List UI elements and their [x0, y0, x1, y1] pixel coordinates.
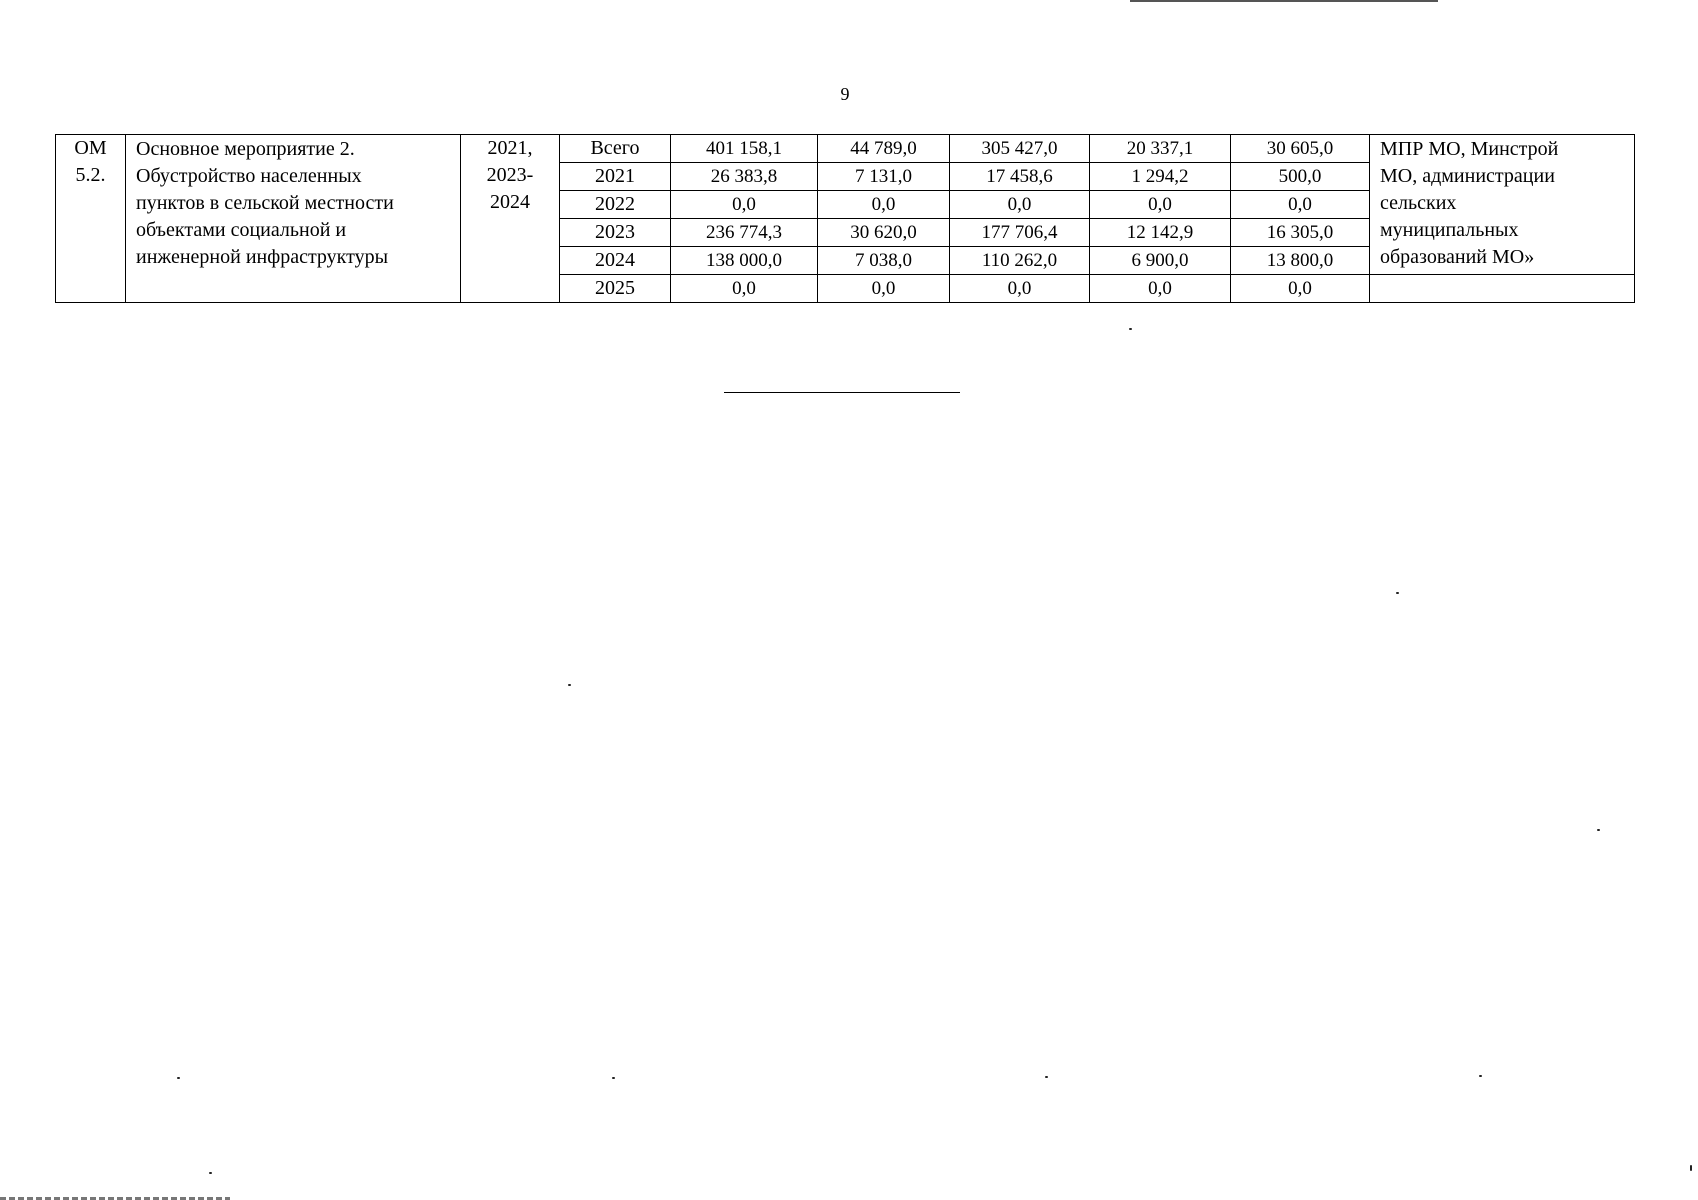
measure-code-cell: [56, 135, 126, 303]
municipal-budget-cell: 0,0: [1090, 191, 1231, 219]
executor-line: МПР МО, Минстрой: [1380, 138, 1559, 160]
regional-budget-cell: 305 427,0: [950, 135, 1090, 163]
total-funding-cell: 26 383,8: [671, 163, 818, 191]
executor-line: образований МО»: [1380, 246, 1535, 268]
regional-budget-cell: 0,0: [950, 275, 1090, 303]
extrabudgetary-cell: 30 605,0: [1231, 135, 1370, 163]
measure-description-cell: [126, 135, 461, 303]
scan-speck: [1129, 328, 1132, 330]
total-funding-cell: 236 774,3: [671, 219, 818, 247]
scan-speck: [209, 1172, 212, 1174]
table-row: [56, 135, 1635, 163]
regional-budget-cell: 110 262,0: [950, 247, 1090, 275]
executor-line: муниципальных: [1380, 219, 1519, 241]
total-funding-cell: 0,0: [671, 191, 818, 219]
scan-speck: [568, 684, 571, 686]
municipal-budget-cell: 20 337,1: [1090, 135, 1231, 163]
municipal-budget-cell: 1 294,2: [1090, 163, 1231, 191]
funding-table-body: [56, 135, 1635, 303]
year-cell: 2023: [560, 219, 671, 247]
year-cell: 2024: [560, 247, 671, 275]
extrabudgetary-cell: 0,0: [1231, 275, 1370, 303]
empty-executor-cell: [1370, 275, 1635, 303]
page-number: 9: [840, 84, 850, 104]
period-line: 2021,: [487, 137, 533, 159]
year-cell: 2025: [560, 275, 671, 303]
measure-description-line: Обустройство населенных: [136, 165, 362, 187]
executor-line: сельских: [1380, 192, 1457, 214]
federal-budget-cell: 7 038,0: [818, 247, 950, 275]
federal-budget-cell: 30 620,0: [818, 219, 950, 247]
federal-budget-cell: 44 789,0: [818, 135, 950, 163]
federal-budget-cell: 7 131,0: [818, 163, 950, 191]
scan-speck: [177, 1077, 180, 1079]
executor-cell: [1370, 135, 1635, 275]
measure-description-line: объектами социальной и: [136, 219, 347, 241]
municipal-budget-cell: 12 142,9: [1090, 219, 1231, 247]
federal-budget-cell: 0,0: [818, 275, 950, 303]
municipal-budget-cell: 6 900,0: [1090, 247, 1231, 275]
closing-separator-line: [724, 392, 960, 393]
period-line: 2023-: [486, 164, 534, 186]
total-funding-cell: 401 158,1: [671, 135, 818, 163]
scan-artifact-top: [1130, 0, 1438, 2]
scan-speck: [1045, 1076, 1048, 1078]
total-funding-cell: 0,0: [671, 275, 818, 303]
extrabudgetary-cell: 500,0: [1231, 163, 1370, 191]
scan-speck: [612, 1077, 615, 1079]
funding-table: [55, 134, 1635, 303]
extrabudgetary-cell: 16 305,0: [1231, 219, 1370, 247]
municipal-budget-cell: 0,0: [1090, 275, 1231, 303]
measure-code-line: ОМ: [74, 137, 107, 159]
scan-speck: [1597, 829, 1600, 831]
scan-speck: [1479, 1075, 1482, 1077]
measure-description-line: пунктов в сельской местности: [136, 192, 394, 214]
measure-description-line: Основное мероприятие 2.: [136, 138, 355, 160]
scan-speck: [1396, 592, 1399, 594]
year-cell: 2022: [560, 191, 671, 219]
regional-budget-cell: 177 706,4: [950, 219, 1090, 247]
total-funding-cell: 138 000,0: [671, 247, 818, 275]
regional-budget-cell: 17 458,6: [950, 163, 1090, 191]
extrabudgetary-cell: 13 800,0: [1231, 247, 1370, 275]
federal-budget-cell: 0,0: [818, 191, 950, 219]
regional-budget-cell: 0,0: [950, 191, 1090, 219]
year-cell: Всего: [560, 135, 671, 163]
measure-code-line: 5.2.: [75, 164, 106, 186]
extrabudgetary-cell: 0,0: [1231, 191, 1370, 219]
scan-speck: [1690, 1165, 1692, 1171]
year-cell: 2021: [560, 163, 671, 191]
executor-line: МО, администрации: [1380, 165, 1555, 187]
implementation-period-cell: [461, 135, 560, 303]
period-line: 2024: [490, 191, 530, 213]
measure-description-line: инженерной инфраструктуры: [136, 246, 389, 268]
